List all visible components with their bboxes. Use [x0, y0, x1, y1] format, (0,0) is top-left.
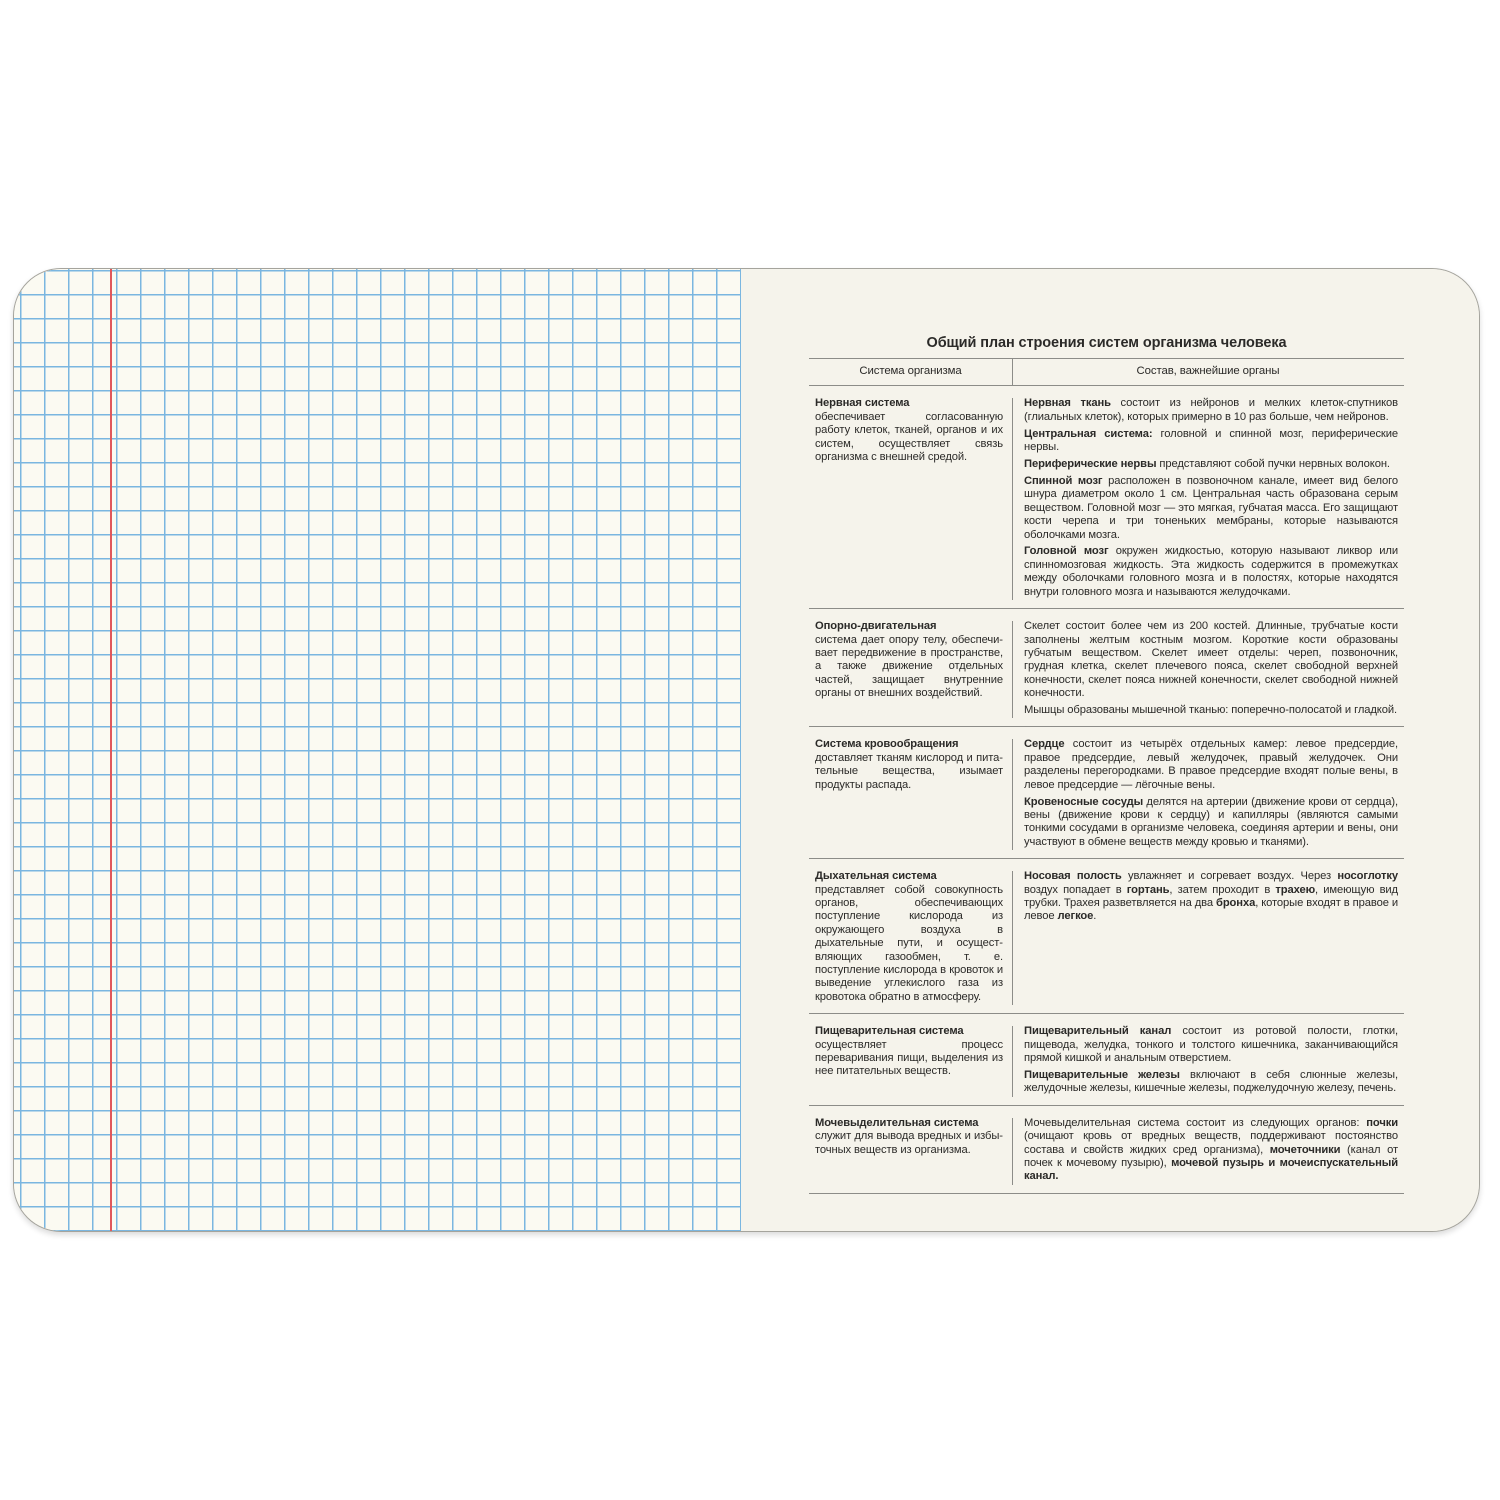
- system-description: система дает опору телу, обеспечивает передвижение в пространстве, а также движение отдельных частей, защищает внутренние органы от внешних воздействий.: [815, 633, 1003, 700]
- table-row: [809, 859, 1404, 1014]
- composition-cell: [1012, 620, 1404, 717]
- composition-paragraph: Пищеварительный канал состоит из ротовой полости, глотки, пищевода, желудка, тонкого и толстого кишечника, заканчивающийся прямой кишкой и анальным отверстием.: [1024, 1025, 1398, 1065]
- column-header-system: Система организма: [859, 365, 962, 377]
- system-name: Пищеварительная система: [815, 1025, 964, 1038]
- system-name: Дыхательная система: [815, 870, 937, 883]
- composition-paragraph: Нервная ткань состоит из нейронов и мелких клеток-спутников (глиальных клеток), которых примерно в 10 раз больше, чем нейронов.: [1024, 397, 1398, 423]
- table-row: [809, 609, 1404, 727]
- column-divider: [1012, 739, 1013, 850]
- composition-cell: [1012, 397, 1404, 599]
- composition-paragraph: Спинной мозг расположен в позвоночном канале, имеет вид белого шнура диаметром около 1 см. Центральная часть образована серым веществом. Головной мозг — это мягкая, губчатая масса. Его защищают кости черепа и три тоненьких мембраны, которые называются оболочками мозга.: [1024, 474, 1398, 541]
- system-description: служит для вывода вредных и избыточных веществ из организма.: [815, 1130, 1003, 1156]
- table-rows: [809, 386, 1404, 1193]
- composition-cell: [1012, 738, 1404, 849]
- system-cell: [809, 620, 1012, 717]
- composition-paragraph: Пищеварительные железы включают в себя слюнные железы, желудочные железы, кишечные железы, поджелудочную железу, печень.: [1024, 1068, 1398, 1095]
- table-row: [809, 727, 1404, 859]
- squared-grid-page: [14, 269, 741, 1231]
- notebook-spread: [13, 268, 1480, 1232]
- composition-paragraph: Кровеносные сосуды делятся на артерии (движение крови от сердца), вены (движение крови к сердцу) и капилляры (являются самыми тонкими сосудами в организме человека, соединяя артерии и вены, они участвуют в обмене веществ между кровью и тканями).: [1024, 795, 1398, 848]
- system-name: Мочевыделительная система: [815, 1116, 979, 1129]
- composition-paragraph: Головной мозг окружен жидкостью, которую называют ликвор или спинномозговая жидкость. Эта жидкость содержится в промежутках между оболочками головного мозга и в полостях, которые находятся внутри головного мозга и называются желудочками.: [1024, 545, 1398, 598]
- system-cell: [809, 1117, 1012, 1184]
- table-row: [809, 1106, 1404, 1194]
- system-cell: [809, 738, 1012, 849]
- composition-paragraph: Скелет состоит более чем из 200 костей. Длинные, трубчатые кости заполнены желтым костным мозгом. Короткие кости образованы губчатым веществом. Скелет имеет отделы: череп, позвоночник, грудная клетка, скелет плечевого пояса, скелет свободной верхней конечности, скелет пояса нижней конечности, скелет свободной нижней конечности.: [1024, 620, 1398, 700]
- system-name: Система кровообращения: [815, 738, 959, 751]
- system-description: обеспечивает согласованную работу клеток, тканей, органов и их систем, осуществляет связь организма с внешней средой.: [815, 410, 1003, 464]
- column-divider: [1012, 398, 1013, 600]
- composition-paragraph: Периферические нервы представляют собой пучки нервных волокон.: [1024, 458, 1390, 471]
- column-divider: [1012, 359, 1013, 385]
- composition-paragraph: Носовая полость увлажняет и согревает воздух. Через носоглотку воздух попадает в гортань, затем проходит в трахею, имеющую вид трубки. Трахея разветвляется на два бронха, которые входят в правое и левое легкое.: [1024, 870, 1399, 923]
- column-divider: [1012, 621, 1013, 718]
- system-description: доставляет тканям кислород и питательные вещества, изымает продукты распада.: [815, 751, 1003, 791]
- table-row: [809, 386, 1404, 609]
- table-header-row: [809, 358, 1404, 386]
- system-cell: [809, 1025, 1012, 1096]
- column-divider: [1012, 871, 1013, 1005]
- system-name: Опорно-двигательная: [815, 620, 937, 633]
- body-systems-table: [809, 335, 1404, 1194]
- table-row: [809, 1014, 1404, 1106]
- system-cell: [809, 397, 1012, 599]
- system-description: осуществляет процесс переваривания пищи, выделения из нее питательных веществ.: [815, 1038, 1003, 1078]
- composition-paragraph: Мочевыделительная система состоит из следующих органов: почки (очищают кровь от вредных веществ, поддерживают постоянство состава и свойств жидких сред организма), мочеточники (канал от почек к мочевому пузырю), мочевой пузырь и мочеиспускательный канал.: [1024, 1116, 1398, 1183]
- composition-paragraph: Сердце состоит из четырёх отдельных камер: левое предсердие, правое предсердие, левый желудочек, правый желудочек. Они разделены перегородками. В правое предсердие входят полые вены, в левое предсердие — лёгочные вены.: [1024, 738, 1398, 791]
- composition-paragraph: Мышцы образованы мышечной тканью: поперечно-полосатой и гладкой.: [1024, 704, 1397, 717]
- column-header-composition: Состав, важнейшие органы: [1136, 365, 1280, 377]
- composition-cell: [1012, 1025, 1404, 1096]
- composition-cell: [1012, 870, 1404, 1004]
- table-title: Общий план строения систем организма человека: [926, 335, 1287, 351]
- red-margin-line: [110, 269, 112, 1231]
- system-description: представляет собой совокупность органов, обеспечивающих поступление кислорода из окружающего воздуха в дыхательные пути, и осуществляющих газообмен, т. е. поступление кислорода в кровоток и выведение углекислого газа из кровотока обратно в атмосферу.: [815, 883, 1003, 1003]
- column-divider: [1012, 1026, 1013, 1097]
- composition-cell: [1012, 1117, 1404, 1184]
- system-name: Нервная система: [815, 397, 910, 410]
- composition-paragraph: Центральная система: головной и спинной мозг, периферические нервы.: [1024, 427, 1399, 454]
- reference-table-page: [741, 269, 1479, 1231]
- system-cell: [809, 870, 1012, 1004]
- column-divider: [1012, 1118, 1013, 1185]
